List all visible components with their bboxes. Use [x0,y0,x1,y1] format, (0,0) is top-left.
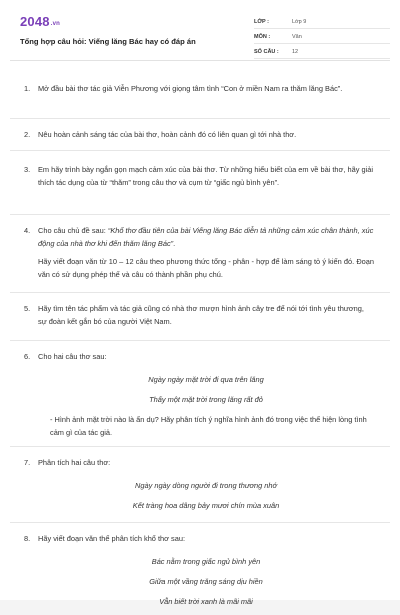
meta-row-grade [254,16,390,29]
question-number: 1. [24,84,31,93]
poem-line: Ngày ngày mặt trời đi qua trên lăng [148,375,264,384]
meta-panel [254,16,390,61]
poem-excerpt [38,555,374,608]
question-text: Hãy viết đoạn văn thể phân tích khổ thơ sau: [38,534,186,543]
question-text: Hãy tìm tên tác phẩm và tác giả cũng có nhà thơ mượn hình ảnh cây tre để nói tới tình yêu thương, sự đoàn kết gắn bó của người Việt Nam. [38,304,364,326]
document-title: Tổng hợp câu hỏi: Viếng lăng Bác hay có đáp án [20,37,196,46]
question-subtask: Hãy viết đoạn văn từ 10 – 12 câu theo phương thức tổng - phân - hợp để làm sáng tỏ ý kiến đó. Đoạn văn có sử dụng phép thế và câu có thành phần phụ chú. [38,257,374,279]
poem-line: Giữa một vầng trăng sáng dịu hiền [149,577,263,586]
meta-value: Văn [292,34,302,40]
question-tail: . [173,239,176,248]
divider [10,214,390,215]
site-logo[interactable] [20,14,60,29]
question-number: 6. [24,352,31,361]
question-number: 3. [24,165,31,174]
topic-sentence-quote: “Khổ thơ đầu tiên của bài Viếng lăng Bác diễn tả những cảm xúc chân thành, xúc động của nhà thơ khi đến thăm lăng Bác” [38,226,374,248]
meta-key: MÔN : [254,34,271,40]
logo-main: 2048 [20,14,50,29]
question-7 [24,456,374,519]
question-3 [24,163,374,189]
question-lead: Cho câu chủ đề sau: [38,226,108,235]
question-number: 2. [24,130,31,139]
question-text: Em hãy trình bày ngắn gọn mạch cảm xúc của bài thơ. Từ những hiểu biết của em về bài thơ, hãy giải thích tác dụng của từ “thăm” trong câu thơ và cụm từ “giấc ngủ bình yên”. [38,165,373,187]
poem-line: Thấy một mặt trời trong lăng rất đỏ [149,395,263,404]
meta-value: Lớp 9 [292,19,307,25]
question-text: Nêu hoàn cảnh sáng tác của bài thơ, hoàn cảnh đó có liên quan gì tới nhà thơ. [38,130,297,139]
question-2 [24,128,374,141]
question-number: 8. [24,534,31,543]
question-text [38,224,374,250]
poem-line: Kết tràng hoa dâng bảy mươi chín mùa xuân [132,501,280,510]
question-subtask: - Hình ảnh mặt trời nào là ẩn dụ? Hãy phân tích ý nghĩa hình ảnh đó trong việc thể hiện lòng tình cảm gì của tác giả. [50,415,367,437]
question-5 [24,302,374,328]
question-number: 7. [24,458,31,467]
question-text: Phân tích hai câu thơ: [38,458,111,467]
poem-excerpt [38,373,374,406]
divider [10,340,390,341]
question-text: Mở đầu bài thơ tác giả Viễn Phương với giọng tâm tình “Con ở miền Nam ra thăm lăng Bác”. [38,84,343,93]
poem-line: Bác nằm trong giấc ngủ bình yên [151,557,261,566]
divider [10,446,390,447]
divider [10,118,390,119]
divider [10,292,390,293]
meta-key: LỚP : [254,19,269,25]
divider [10,522,390,523]
meta-row-subject [254,31,390,44]
logo-suffix: .vn [50,21,61,27]
question-1 [24,82,374,95]
question-number: 4. [24,226,31,235]
question-number: 5. [24,304,31,313]
poem-line: Vẫn biết trời xanh là mãi mãi [159,597,253,606]
meta-key: SỐ CÂU : [254,49,279,55]
meta-row-count [254,46,390,59]
document-header [10,8,390,61]
question-8 [24,532,374,615]
meta-value: 12 [292,49,299,55]
question-text: Cho hai câu thơ sau: [38,352,107,361]
question-4 [24,224,374,281]
poem-excerpt [38,479,374,512]
poem-line: Ngày ngày dòng người đi trong thương nhớ [135,481,277,490]
question-6 [24,350,374,439]
divider [10,150,390,151]
